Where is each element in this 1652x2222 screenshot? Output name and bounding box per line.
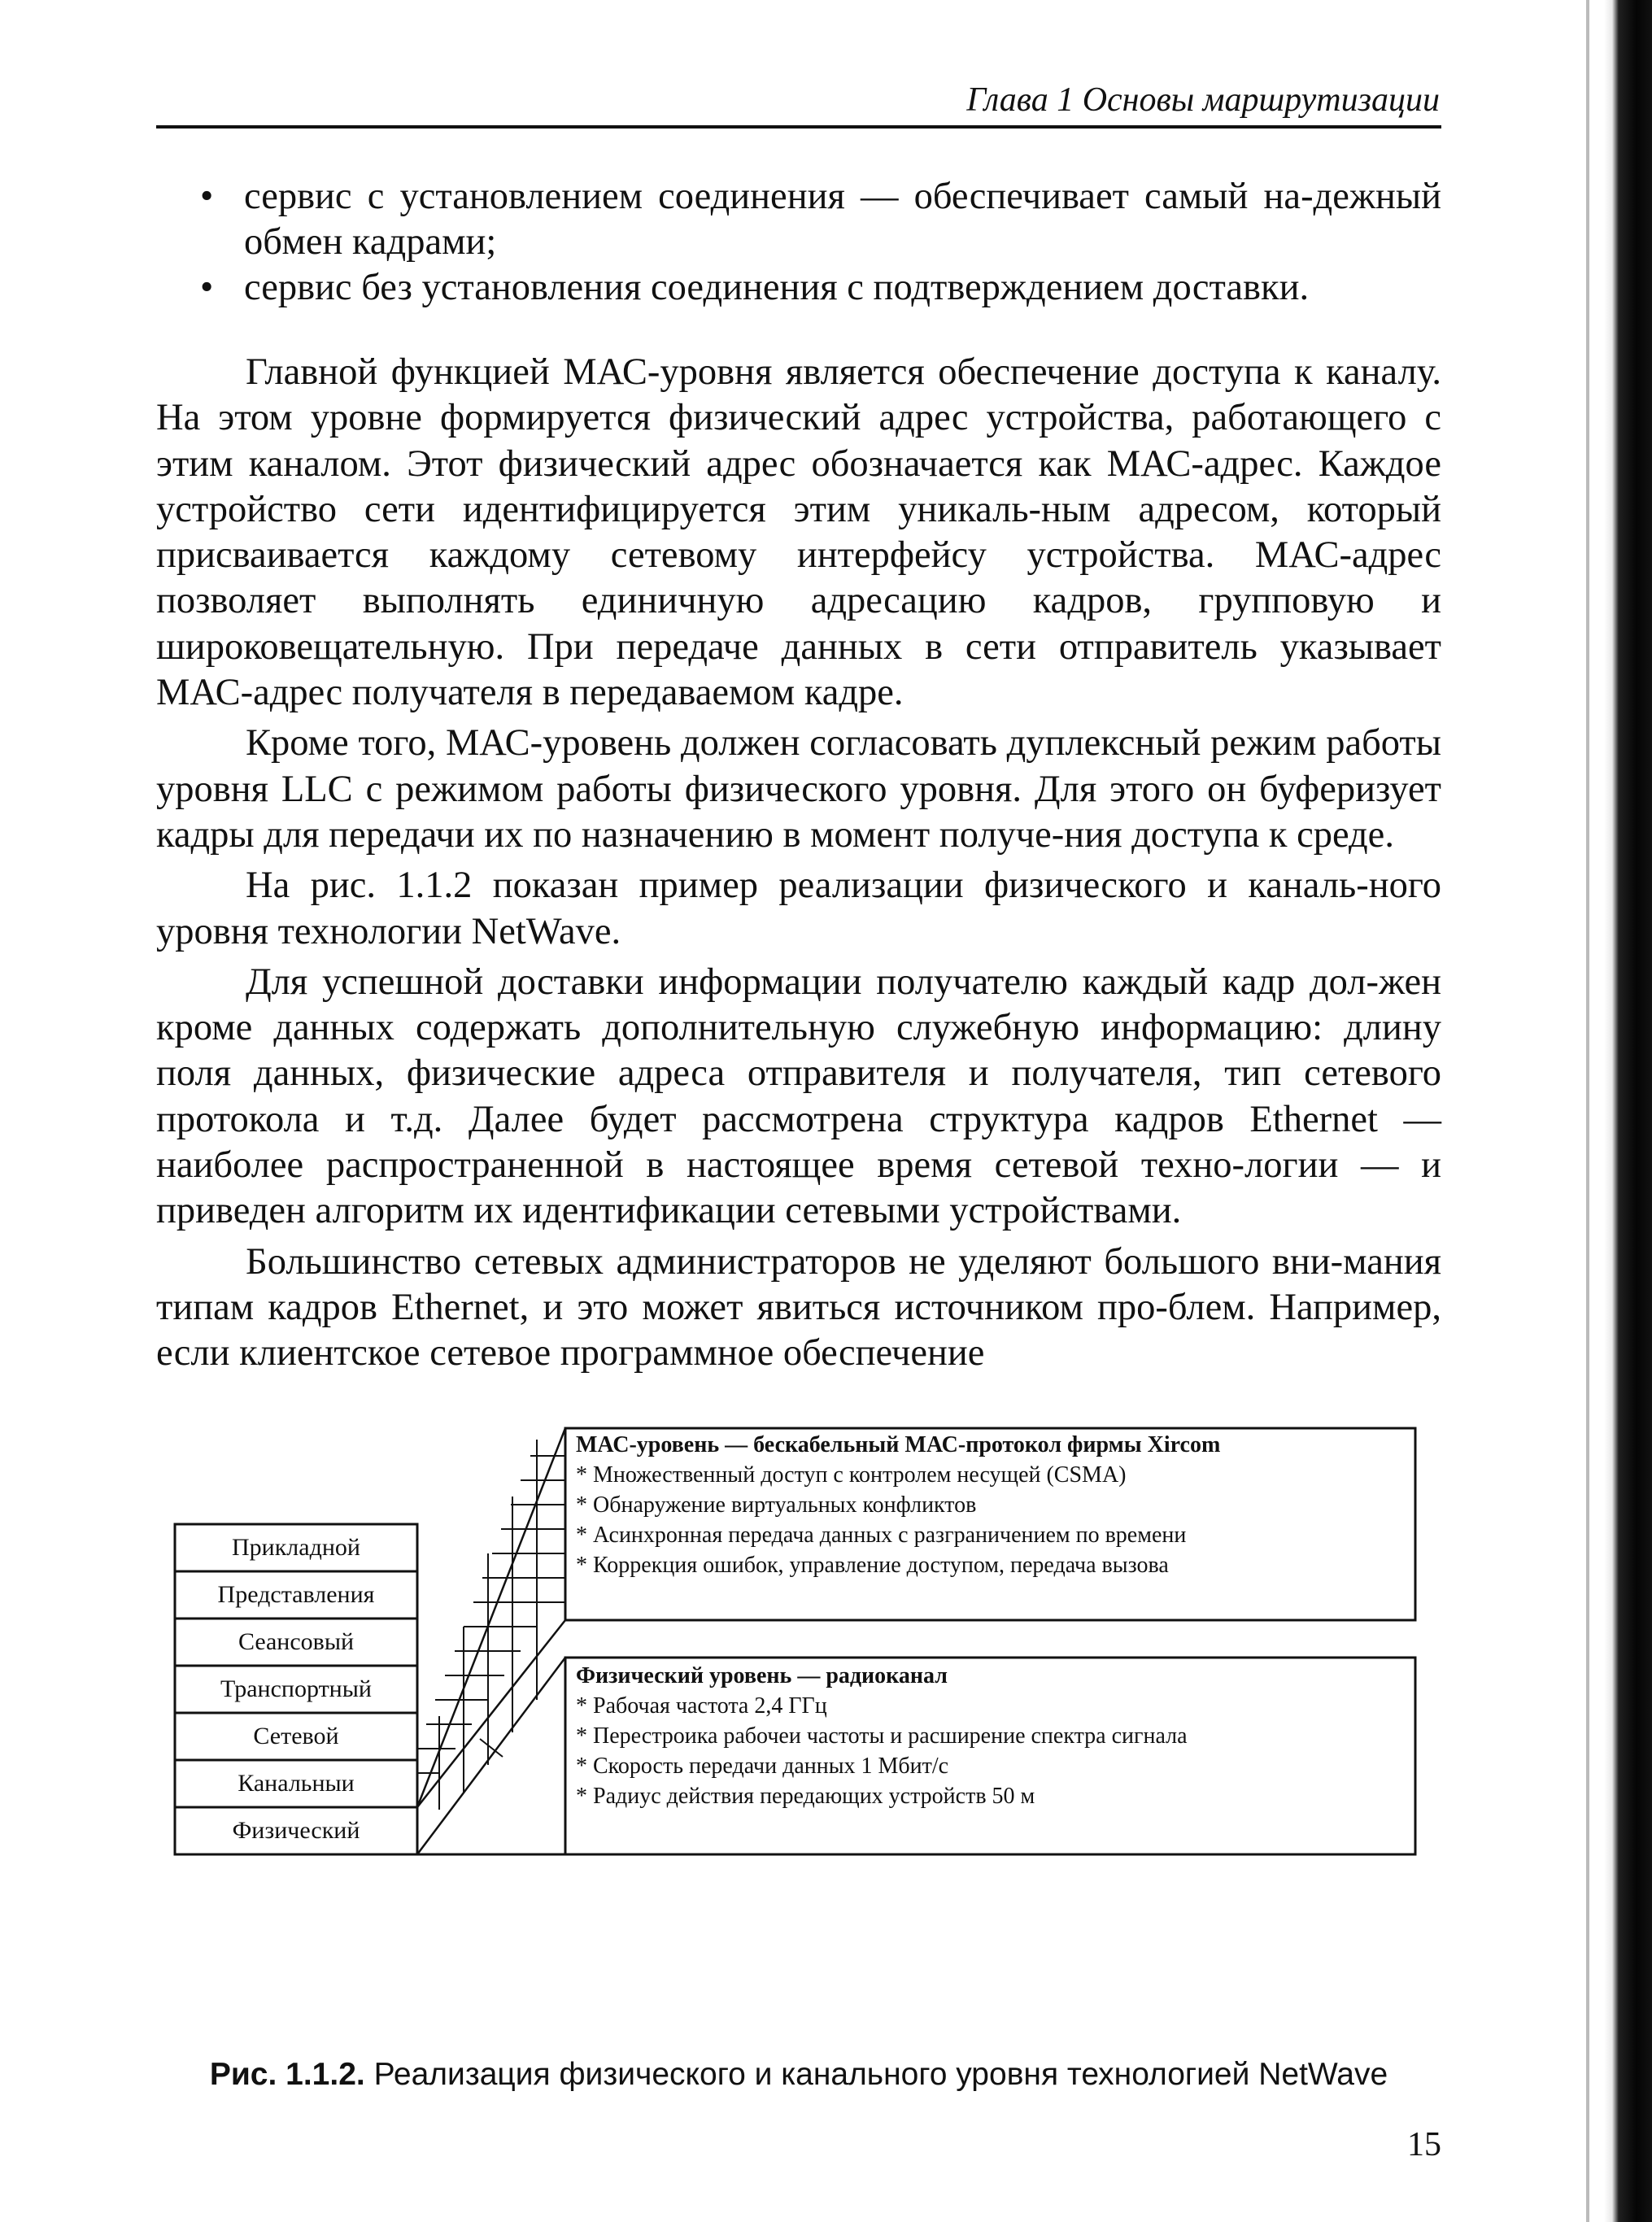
bullet-item: • сервис без установления соединения с подтверждением доставки. — [244, 265, 1441, 311]
paragraph: Главной функцией МАС-уровня является обеспечение доступа к каналу. На этом уровне формируется физический адрес устройства, работающего с этим каналом. Этот физический адрес обозначается как МАС-адрес. Каждое устройство сети идентифицируется этим уникаль-ным адресом, который присваивается каждому сетевому интерфейсу устройства. МАС-адрес позволяет выполнять единичную адресацию кадров, групповую и широковещательную. При передаче данных в сети отправитель указывает МАС-адрес получателя в передаваемом кадре. — [156, 351, 1441, 714]
figure-caption — [156, 2054, 1441, 2095]
mac-box-text — [576, 1430, 1406, 1580]
layer-transport: Транспортный — [220, 1675, 372, 1702]
paragraph: Кроме того, МАС-уровень должен согласовать дуплексный режим работы уровня LLC с режимом работы физического уровня. Для этого он буферизует кадры для передачи их по назначению в момент получе-ния доступа к среде. — [156, 722, 1441, 856]
mac-box-item: * Обнаружение виртуальных конфликтов — [576, 1492, 977, 1518]
paragraph: На рис. 1.1.2 показан пример реализации физического и каналь-ного уровня технологии NetWave. — [156, 865, 1441, 952]
phy-box-item: * Перестроика рабочеи частоты и расширение спектра сигнала — [576, 1723, 1188, 1749]
bullet-item: • сервис с установлением соединения — обеспечивает самый на-дежный обмен кадрами; — [244, 174, 1441, 265]
layer-session: Сеансовый — [238, 1628, 355, 1655]
layer-physical: Физический — [232, 1817, 360, 1844]
mac-box-item: * Асинхронная передача данных с разграничением по времени — [576, 1523, 1187, 1548]
phy-box-title: Физический уровень — радиоканал — [576, 1663, 948, 1688]
page-number: 15 — [1407, 2126, 1441, 2163]
paragraph: Большинство сетевых администраторов не уделяют большого вни-мания типам кадров Ethernet, и это может явиться источником про-блем. Например, если клиентское сетевое программное обеспечение — [156, 1240, 1441, 1375]
phy-box-item: * Рабочая частота 2,4 ГГц — [576, 1693, 827, 1719]
layer-application: Прикладной — [232, 1534, 360, 1561]
layer-datalink: Канальныи — [238, 1770, 355, 1797]
mac-box-title: МАС-уровень — бескабельный МАС-протокол фирмы Xircom — [576, 1432, 1221, 1457]
phy-box-text — [576, 1661, 1406, 1811]
mac-box-item: * Множественный доступ с контролем несущей (CSMA) — [576, 1462, 1127, 1488]
phy-box-item: * Скорость передачи данных 1 Мбит/с — [576, 1754, 949, 1779]
layer-network: Сетевой — [253, 1723, 339, 1749]
paragraph: Для успешной доставки информации получателю каждый кадр дол-жен кроме данных содержать дополнительную служебную информацию: длину поля данных, физические адреса отправителя и получателя, тип сетевого протокола и т.д. Далее будет рассмотрена структура кадров Ethernet — наиболее распространенной в настоящее время сетевой техно-логии — и приведен алгоритм их идентификации сетевыми устройствами. — [156, 961, 1441, 1232]
layer-presentation: Представления — [217, 1581, 375, 1608]
running-header: Глава 1 Основы маршрутизации — [966, 81, 1440, 119]
caption-label: Рис. 1.1.2. — [209, 2057, 365, 2092]
mac-box-item: * Коррекция ошибок, управление доступом, передача вызова — [576, 1553, 1169, 1578]
phy-box-item: * Радиус действия передающих устройств 50 м — [576, 1784, 1035, 1809]
caption-text: Реализация физического и канального уровня технологией NetWave — [373, 2057, 1388, 2092]
